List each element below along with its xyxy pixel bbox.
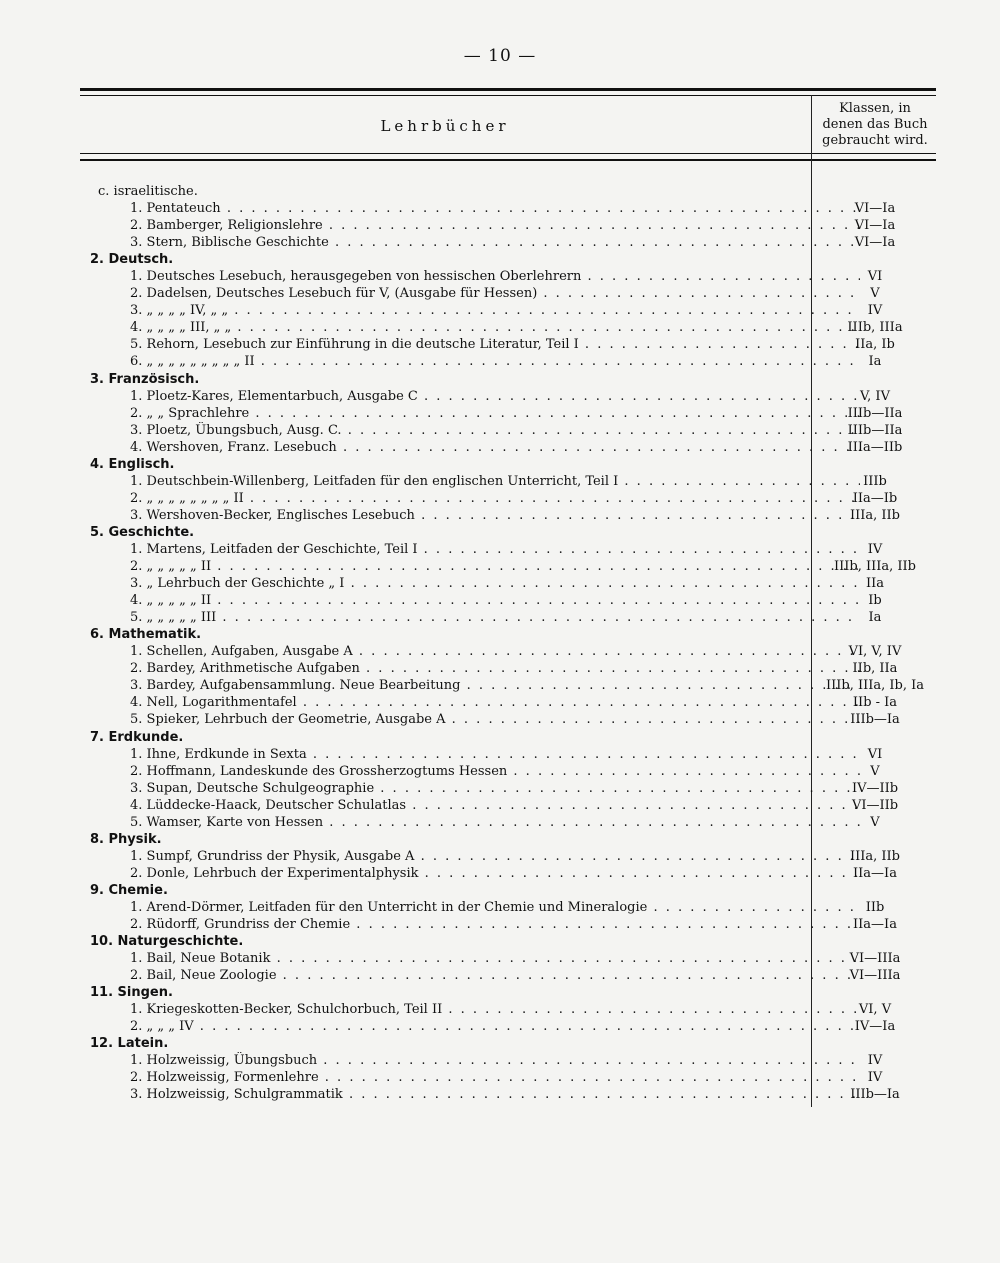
book-title: 3. Holzweissig, Schulgrammatik . . (130, 1086, 860, 1103)
book-classes: IV (867, 1053, 883, 1069)
book-title: 2. Bardey, Arithmetische Aufgaben . . (130, 660, 860, 677)
list-item (80, 473, 936, 490)
list-item (80, 558, 936, 575)
list-item (80, 694, 936, 711)
section-heading: c. israelitische. (98, 184, 198, 199)
book-title: 1. Schellen, Aufgaben, Ausgabe A . . (130, 643, 860, 660)
book-classes: V (870, 286, 880, 302)
book-classes: VI—Ia (854, 218, 896, 234)
book-title: 1. Kriegeskotten-Becker, Schulchorbuch, Teil II . . (130, 1001, 860, 1018)
section-heading: 12. Latein. (90, 1036, 169, 1052)
book-classes: VI—IIIa (849, 968, 901, 984)
book-classes: IIb (865, 899, 885, 915)
book-title: 2. Donle, Lehrbuch der Experimentalphysik . . (130, 865, 860, 882)
list-item (80, 780, 936, 797)
book-classes: V (870, 763, 880, 779)
section-heading-row (80, 456, 936, 473)
book-title: 3. Ploetz, Übungsbuch, Ausg. C. . . (130, 422, 860, 439)
section-heading: 8. Physik. (90, 831, 162, 847)
book-classes: IIIb, IIIa (847, 320, 903, 336)
section-heading-row (80, 371, 936, 388)
list-item (80, 592, 936, 609)
book-classes: VI (867, 746, 883, 762)
book-title: 1. Arend-Dörmer, Leitfaden für den Unterricht in der Chemie und Mineralogie . . (130, 899, 860, 916)
book-classes: Ia (868, 610, 882, 626)
list-item (80, 746, 936, 763)
book-classes: IIIb, IIIa, IIb (833, 559, 916, 575)
table-header-title: Lehrbücher (380, 117, 510, 135)
book-title: 3. Supan, Deutsche Schulgeographie . . (130, 780, 860, 797)
book-classes: IIb - Ia (852, 695, 898, 711)
list-item (80, 865, 936, 882)
book-title: 2. Dadelsen, Deutsches Lesebuch für V, (Ausgabe für Hessen) . . (130, 285, 860, 302)
book-title: 2. „ „ „ IV . . (130, 1018, 860, 1035)
book-classes: IIIa—IIb (847, 439, 903, 455)
section-heading: 10. Naturgeschichte. (90, 934, 244, 950)
book-classes: VI—Ia (854, 235, 896, 251)
book-title: 1. Sumpf, Grundriss der Physik, Ausgabe A . . (130, 848, 860, 865)
section-heading-row (80, 524, 936, 541)
book-classes: VI—Ia (854, 201, 896, 217)
list-item (80, 422, 936, 439)
book-title: 1. Bail, Neue Botanik . . (130, 950, 860, 967)
section-heading-row (80, 831, 936, 848)
header-rule-bottom (80, 159, 936, 161)
book-classes: IIIb (863, 473, 887, 489)
section-heading-row (80, 933, 936, 950)
book-title: 2. „ „ „ „ „ II . . (130, 558, 860, 575)
book-title: 1. Deutschbein-Willenberg, Leitfaden für den englischen Unterricht, Teil I . . (130, 473, 860, 490)
book-title: 3. Stern, Biblische Geschichte . . (130, 234, 860, 251)
list-item (80, 575, 936, 592)
section-heading: 7. Erdkunde. (90, 729, 184, 745)
list-item (80, 1018, 936, 1035)
list-item (80, 541, 936, 558)
book-title: 6. „ „ „ „ „ „ „ „ „ II . . (130, 353, 860, 370)
list-item (80, 950, 936, 967)
section-heading-row (80, 251, 936, 268)
book-title: 4. Lüddecke-Haack, Deutscher Schulatlas . . (130, 797, 860, 814)
book-title: 2. Rüdorff, Grundriss der Chemie . . (130, 916, 860, 933)
book-classes: IIIb—IIa (847, 422, 903, 438)
section-heading-row (80, 1035, 936, 1052)
book-title: 4. Nell, Logarithmentafel . . (130, 694, 860, 711)
book-title: 1. Deutsches Lesebuch, herausgegeben von hessischen Oberlehrern . . (130, 268, 860, 285)
book-classes: V, IV (860, 388, 890, 404)
list-item (80, 899, 936, 916)
list-item (80, 200, 936, 217)
section-heading-row (80, 984, 936, 1001)
list-item (80, 1052, 936, 1069)
table-header-classes (814, 101, 936, 149)
book-title: 2. Bamberger, Religionslehre . . (130, 217, 860, 234)
book-classes: IIa, Ib (855, 337, 895, 353)
list-item (80, 848, 936, 865)
book-classes: Ib (868, 593, 882, 609)
header-rule-top (80, 88, 936, 91)
list-item (80, 643, 936, 660)
book-title: 1. Holzweissig, Übungsbuch . . (130, 1052, 860, 1069)
section-heading-row (80, 729, 936, 746)
book-classes: IIa—Ia (853, 917, 897, 933)
book-classes: VI, V, IV (848, 644, 902, 660)
section-heading: 9. Chemie. (90, 882, 168, 898)
book-title: 2. Holzweissig, Formenlehre . . (130, 1069, 860, 1086)
book-classes: VI (867, 269, 883, 285)
list-item (80, 507, 936, 524)
section-heading: 5. Geschichte. (90, 524, 195, 540)
book-title: 2. „ „ Sprachlehre . . (130, 405, 860, 422)
book-title: 1. Ihne, Erdkunde in Sexta . . (130, 746, 860, 763)
list-item (80, 1086, 936, 1103)
textbook-list (80, 183, 936, 1104)
classes-header-line: Klassen, in (839, 101, 911, 116)
book-title: 3. Wershoven-Becker, Englisches Lesebuch . . (130, 507, 860, 524)
book-classes: IIIa, IIb (849, 848, 900, 864)
book-classes: IV (867, 1070, 883, 1086)
list-item (80, 353, 936, 370)
book-title: 3. „ Lehrbuch der Geschichte „ I . . (130, 575, 860, 592)
book-classes: IIa (865, 576, 885, 592)
book-classes: IV (867, 541, 883, 557)
classes-header-line: denen das Buch (822, 117, 928, 132)
book-classes: IIIb—Ia (850, 712, 900, 728)
list-item (80, 916, 936, 933)
book-classes: VI—IIIa (849, 951, 901, 967)
list-item (80, 388, 936, 405)
list-item (80, 268, 936, 285)
book-classes: V (870, 814, 880, 830)
section-heading: 11. Singen. (90, 985, 173, 1001)
list-item (80, 336, 936, 353)
section-heading-row (80, 183, 936, 200)
list-item (80, 967, 936, 984)
list-item (80, 763, 936, 780)
list-item (80, 217, 936, 234)
section-heading: 2. Deutsch. (90, 252, 174, 268)
book-title: 2. Bail, Neue Zoologie . . (130, 967, 860, 984)
list-item (80, 814, 936, 831)
book-title: 1. Martens, Leitfaden der Geschichte, Teil I . . (130, 541, 860, 558)
book-classes: IIb, IIa (852, 661, 898, 677)
list-item (80, 302, 936, 319)
book-title: 4. Wershoven, Franz. Lesebuch . . (130, 439, 860, 456)
book-classes: VI—IIb (851, 797, 899, 813)
book-classes: IIIb—IIa (847, 405, 903, 421)
section-heading-row (80, 626, 936, 643)
book-classes: Ia (868, 354, 882, 370)
list-item (80, 319, 936, 336)
book-classes: VI, V (858, 1002, 892, 1018)
book-classes: IIIb, IIIa, Ib, Ia (825, 678, 925, 694)
list-item (80, 490, 936, 507)
list-item (80, 1001, 936, 1018)
list-item (80, 285, 936, 302)
list-item (80, 234, 936, 251)
book-classes: IIIa, IIb (849, 507, 900, 523)
book-title: 2. „ „ „ „ „ „ „ „ II . . (130, 490, 860, 507)
section-heading-row (80, 882, 936, 899)
list-item (80, 405, 936, 422)
book-classes: IIIb—Ia (850, 1087, 900, 1103)
book-title: 3. Bardey, Aufgabensammlung. Neue Bearbeitung . . (130, 677, 860, 694)
book-classes: IIa—Ia (853, 865, 897, 881)
page-number: — 10 — (463, 46, 537, 66)
book-classes: IV—Ia (854, 1019, 896, 1035)
list-item (80, 609, 936, 626)
book-classes: IV—IIb (851, 780, 899, 796)
list-item (80, 711, 936, 728)
book-title: 2. Hoffmann, Landeskunde des Grossherzogtums Hessen . . (130, 763, 860, 780)
list-item (80, 660, 936, 677)
book-title: 5. „ „ „ „ „ III . . (130, 609, 860, 626)
section-heading: 4. Englisch. (90, 456, 175, 472)
book-classes: IV (867, 303, 883, 319)
book-title: 5. Wamser, Karte von Hessen . . (130, 814, 860, 831)
section-heading: 3. Französisch. (90, 371, 200, 387)
book-title: 4. „ „ „ „ III, „ „ . . (130, 319, 860, 336)
book-title: 5. Spieker, Lehrbuch der Geometrie, Ausgabe A . . (130, 711, 860, 728)
list-item (80, 797, 936, 814)
list-item (80, 677, 936, 694)
classes-header-line: gebraucht wird. (822, 133, 928, 148)
list-item (80, 439, 936, 456)
header-rule-top-thin (80, 95, 936, 96)
book-title: 3. „ „ „ „ IV, „ „ . . (130, 302, 860, 319)
section-heading: 6. Mathematik. (90, 627, 202, 643)
header-rule-bottom-thin (80, 153, 936, 154)
book-title: 5. Rehorn, Lesebuch zur Einführung in die deutsche Literatur, Teil I . . (130, 336, 860, 353)
book-title: 4. „ „ „ „ „ II . . (130, 592, 860, 609)
book-title: 1. Ploetz-Kares, Elementarbuch, Ausgabe C . . (130, 388, 860, 405)
book-classes: IIa—Ib (852, 490, 898, 506)
list-item (80, 1069, 936, 1086)
book-title: 1. Pentateuch . . (130, 200, 860, 217)
